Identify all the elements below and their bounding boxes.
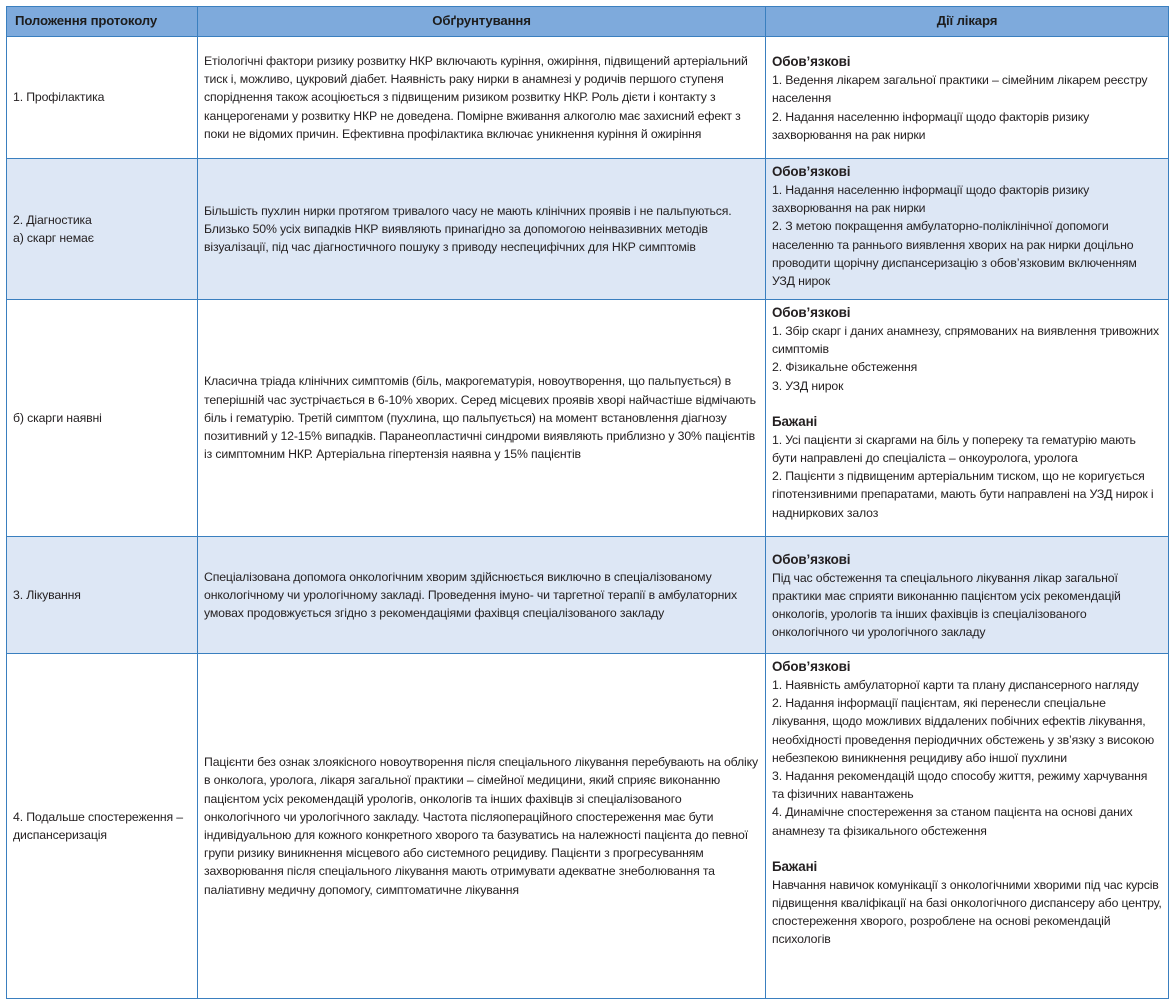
table-row xyxy=(7,300,1169,537)
doctor-actions-cell xyxy=(766,300,1169,537)
protocol-position-cell xyxy=(7,159,198,300)
action-item: 1. Збір скарг і даних анамнезу, спрямованих на виявлення тривожних симптомів xyxy=(772,324,1159,357)
header-protocol-position: Положення протоколу xyxy=(7,7,198,37)
desirable-heading: Бажані xyxy=(772,413,818,429)
protocol-position-text: а) скарг немає xyxy=(13,231,94,245)
rationale-text: Етіологічні фактори ризику розвитку НКР включають куріння, ожиріння, підвищений артеріальний тиск і, можливо, цукровий діабет. Наявність раку нирки в анамнезі у родичів першого ступеня споріднення також асоціюється з підвищеним ризиком розвитку НКР. Роль дієти і контакту з канцерогенами у розвитку НКР не доведена. Помірне вживання алкоголю має захисний ефект з поки не відомих причин. Ефективна профілактика включає уникнення куріння й ожиріння xyxy=(204,53,748,141)
protocol-position-text: 4. Подальше спостереження – диспансеризація xyxy=(13,809,183,842)
protocol-position-text: 2. Діагностика xyxy=(13,212,92,227)
action-item: 3. Надання рекомендацій щодо способу життя, режиму харчування та фізичних навантажень xyxy=(772,769,1148,802)
mandatory-heading: Обов’язкові xyxy=(772,54,851,70)
table-row xyxy=(7,537,1169,654)
doctor-actions-cell xyxy=(766,37,1169,159)
rationale-text: Пацієнти без ознак злоякісного новоутворення після спеціального лікування перебувають на обліку в онколога, уролога, лікаря загальної практики – сімейної медицини, який сприяє виконанню пацієнтом усіх рекомендацій урологів, онкологів та інших фахівців зі спеціалізованого онкологічного чи урологічного закладу. Частота післяопераційного спостереження має бути індивідуальною для кожного конкретного хворого та базуватись на належності пацієнта до певної групи ризику виникнення місцевого або системного рецидиву. Пацієнти з прогресуванням захворювання після спеціального лікування мають отримувати адекватне знеболювання та паліативну медичну допомогу, симптоматичне лікування xyxy=(204,755,758,897)
action-item: 1. Надання населенню інформації щодо факторів ризику захворювання на рак нирки xyxy=(772,183,1090,216)
rationale-text: Спеціалізована допомога онкологічним хворим здійснюється виключно в спеціалізованому онкологічному чи урологічному закладі. Проведення імуно- чи таргетної терапії в амбулаторних умовах продовжується згідно з рекомендаціями фахівця спеціалізованого закладу xyxy=(204,569,737,621)
table-row xyxy=(7,654,1169,999)
action-item: Навчання навичок комунікації з онкологічними хворими під час курсів підвищення кваліфікації на базі онкологічного диспансеру або центру, спостереження хворого, розроблене на основі рекомендацій психологів xyxy=(772,877,1162,947)
action-item: 1. Ведення лікарем загальної практики – сімейним лікарем реєстру населення xyxy=(772,73,1148,106)
section-spacer xyxy=(772,395,1162,413)
mandatory-heading: Обов’язкові xyxy=(772,551,851,567)
action-item: 3. УЗД нирок xyxy=(772,378,844,393)
rationale-cell xyxy=(198,37,766,159)
rationale-cell xyxy=(198,300,766,537)
protocol-position-cell xyxy=(7,37,198,159)
protocol-position-text: 1. Профілактика xyxy=(13,90,105,105)
action-item: Під час обстеження та спеціального лікування лікар загальної практики має сприяти виконанню пацієнтом усіх рекомендацій онкологів, урологів та інших фахівців із спеціалізованого онкологічного чи урологічного закладу xyxy=(772,570,1121,640)
action-item: 1. Усі пацієнти зі скаргами на біль у попереку та гематурію мають бути направлені до спеціаліста – онкоуролога, уролога xyxy=(772,432,1136,466)
protocol-table xyxy=(6,6,1169,999)
mandatory-heading: Обов’язкові xyxy=(772,164,851,179)
header-doctor-actions: Дії лікаря xyxy=(766,7,1169,37)
section-spacer xyxy=(772,840,1162,858)
protocol-position-text: 3. Лікування xyxy=(13,587,81,602)
doctor-actions-cell xyxy=(766,537,1169,654)
header-rationale: Обґрунтування xyxy=(198,7,766,37)
action-item: 2. Фізикальне обстеження xyxy=(772,360,918,375)
action-item: 2. Надання населенню інформації щодо факторів ризику захворювання на рак нирки xyxy=(772,109,1090,142)
protocol-position-text: б) скарги наявні xyxy=(13,410,102,425)
rationale-cell xyxy=(198,537,766,654)
action-item: 2. Пацієнти з підвищеним артеріальним тиском, що не коригується гіпотензивними препаратами, мають бути направлені на УЗД нирок і наднирковиx залоз xyxy=(772,469,1154,520)
rationale-cell xyxy=(198,654,766,999)
protocol-position-cell xyxy=(7,300,198,537)
protocol-position-cell xyxy=(7,537,198,654)
rationale-text: Більшість пухлин нирки протягом тривалого часу не мають клінічних проявів і не пальпуються. Близько 50% усіх випадків НКР виявляють принагідно за допомогою неінвазивних методів візуалізації, під час діагностичного пошуку з приводу неспецифічних для НКР симптомів xyxy=(204,203,732,255)
table-header-row xyxy=(7,7,1169,37)
action-item: 2. З метою покращення амбулаторно-поліклінічної допомоги населенню та раннього виявлення хворих на рак нирки доцільно проводити щорічну диспансеризацію з обов’язковим включенням УЗД нирок xyxy=(772,219,1137,289)
doctor-actions-cell xyxy=(766,654,1169,999)
mandatory-heading: Обов’язкові xyxy=(772,305,851,320)
desirable-heading: Бажані xyxy=(772,858,818,874)
action-item: 2. Надання інформації пацієнтам, які перенесли спеціальне лікування, щодо можливих віддалених побічних ефектів лікування, необхідності проведення періодичних обстежень у зв’язку з високою небезпекою виникнення рецидиву або іншої пухлини xyxy=(772,696,1155,765)
table-row xyxy=(7,159,1169,300)
action-item: 1. Наявність амбулаторної карти та плану диспансерного нагляду xyxy=(772,678,1139,692)
action-item: 4. Динамічне спостереження за станом пацієнта на основі даних анамнезу та фізикального обстеження xyxy=(772,805,1133,838)
table-row xyxy=(7,37,1169,159)
doctor-actions-cell xyxy=(766,159,1169,300)
rationale-text: Класична тріада клінічних симптомів (біль, макрогематурія, новоутворення, що пальпується) в теперішній час зустрічається в 6-10% хворих. Серед місцевих проявів хворі найчастіше відмічають біль і гематурію. Третій симптом (пухлина, що пальпується) на момент встановлення діагнозу позитивний у 12-15% випадків. Паранеопластичні синдроми виявляють приблизно у 30% пацієнтів із симптомним НКР. Артеріальна гіпертензія наявна у 15% пацієнтів xyxy=(204,374,756,462)
mandatory-heading: Обов’язкові xyxy=(772,659,851,674)
protocol-position-cell xyxy=(7,654,198,999)
rationale-cell xyxy=(198,159,766,300)
